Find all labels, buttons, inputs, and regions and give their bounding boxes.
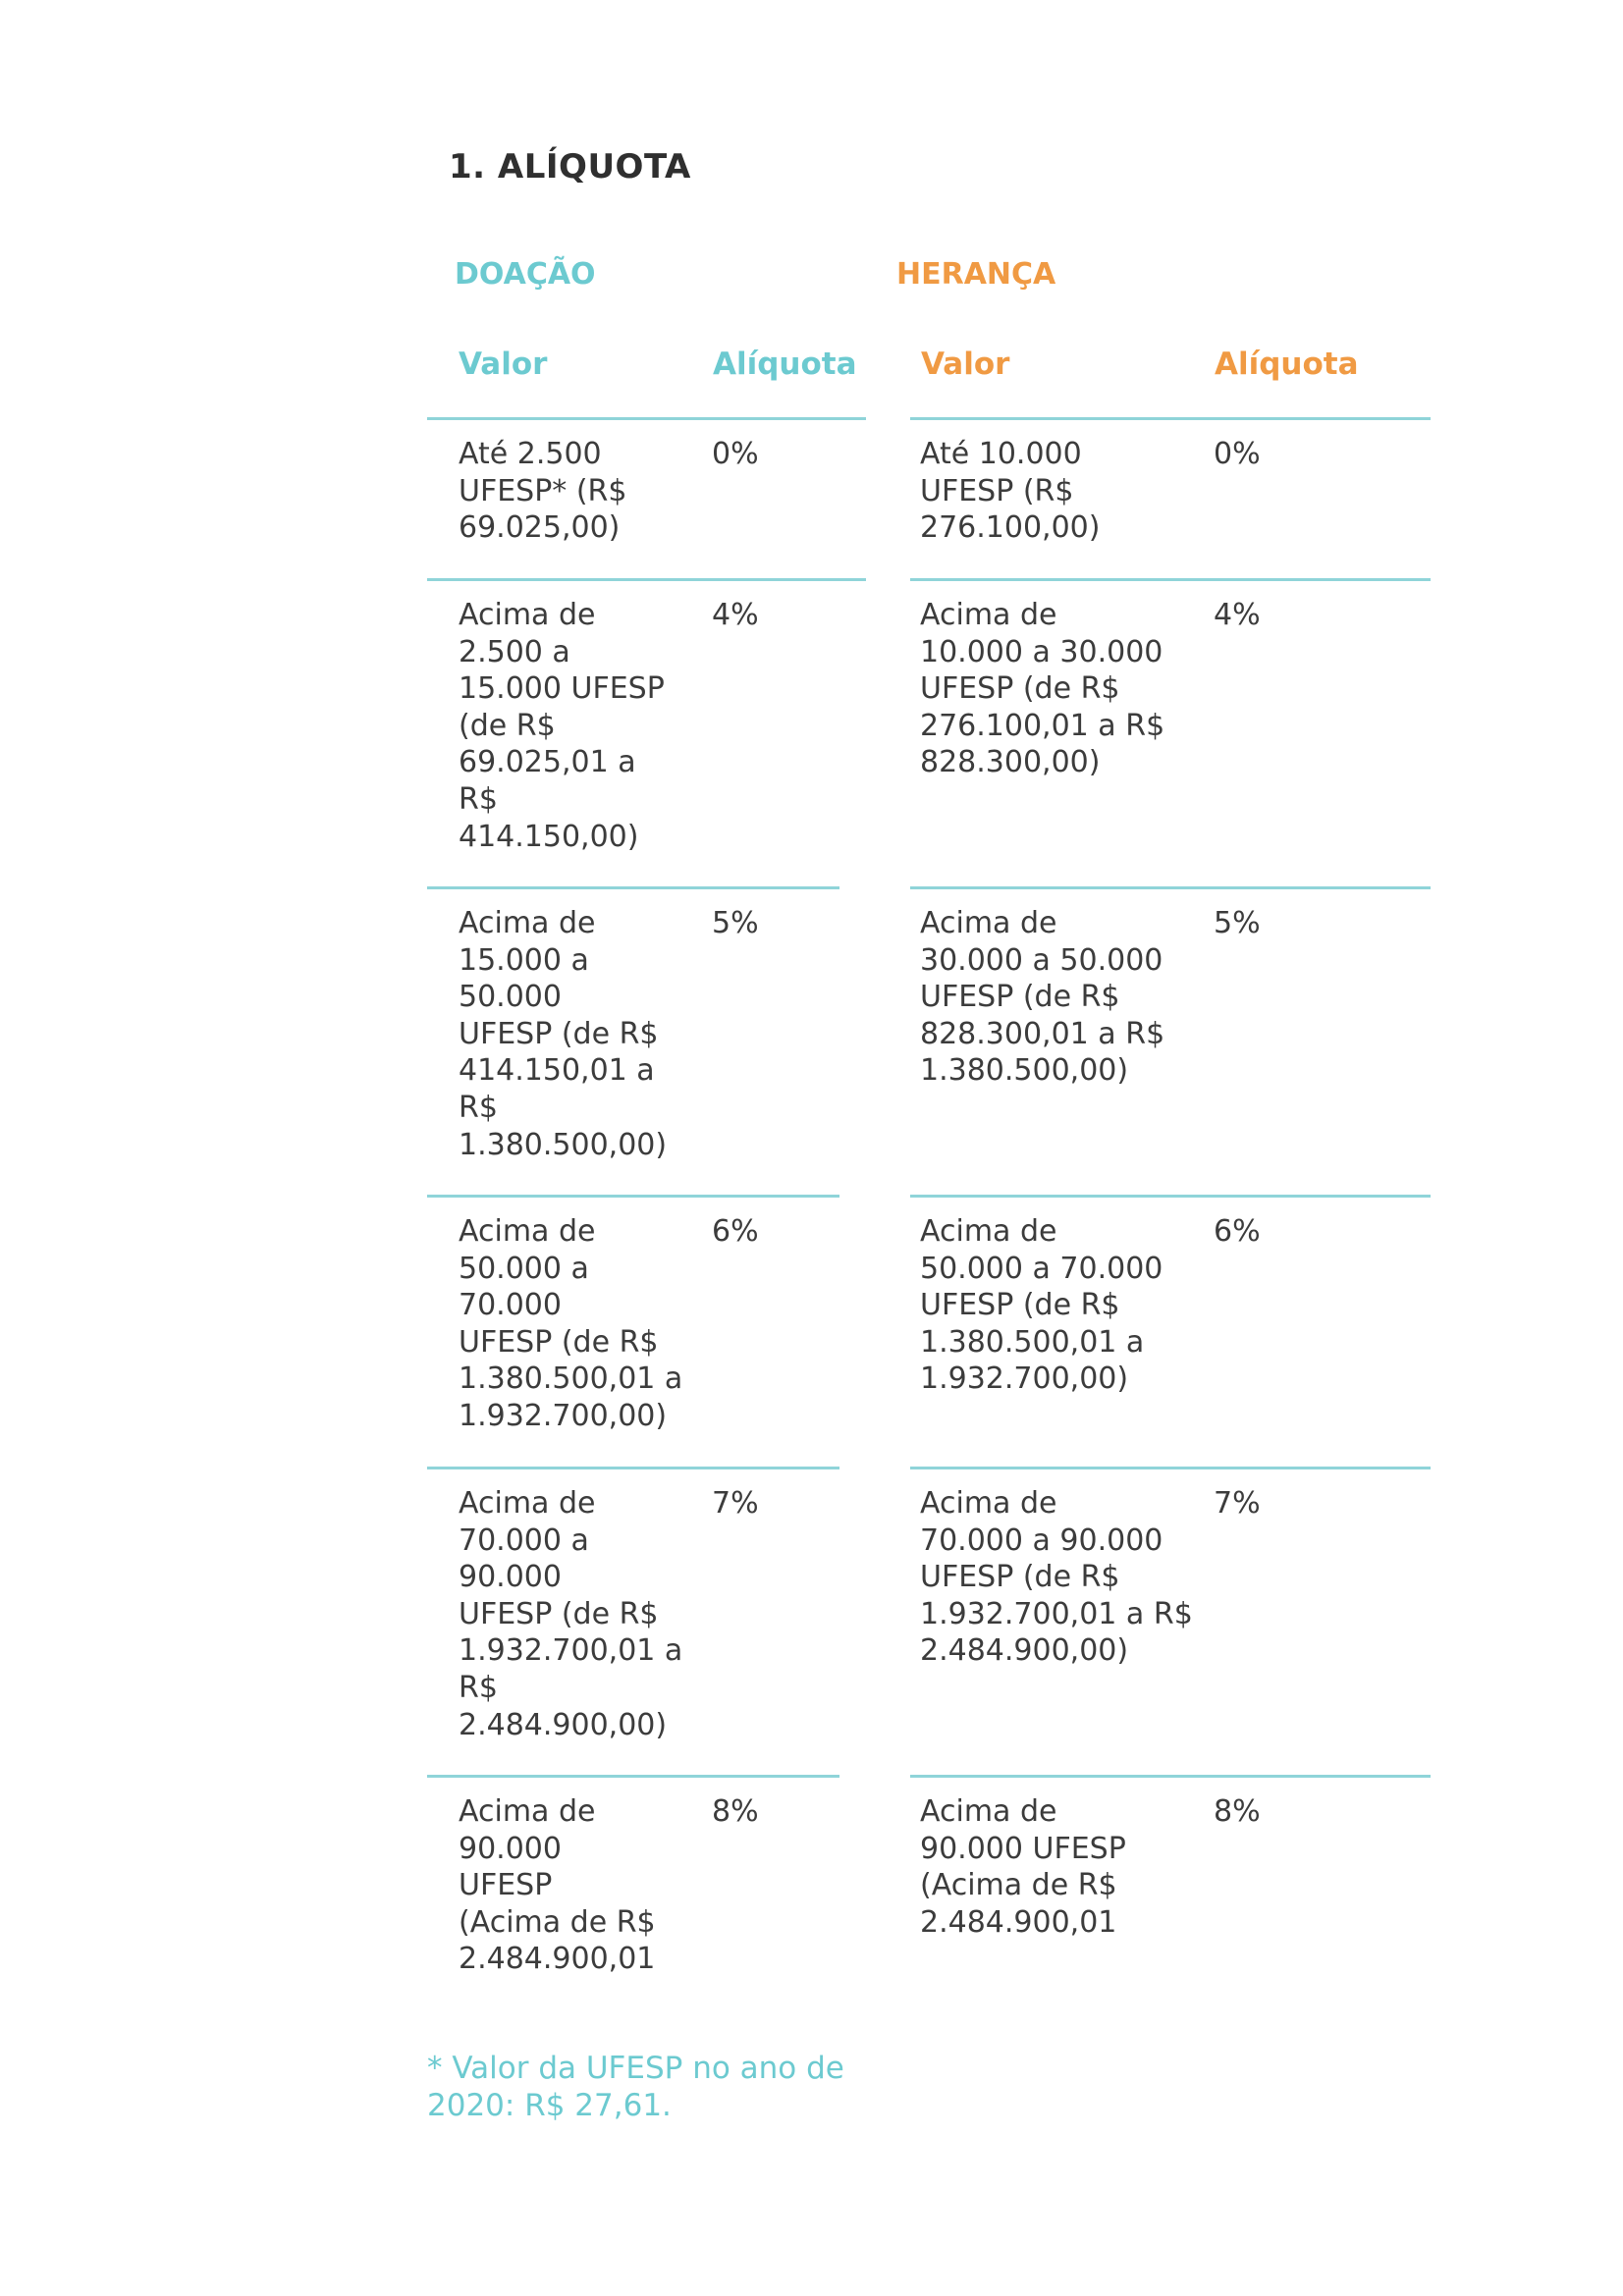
doacao-col-aliquota: Alíquota [713, 347, 857, 382]
section-heading: 1. ALÍQUOTA [449, 147, 691, 187]
doacao-title: DOAÇÃO [455, 257, 596, 292]
table-rule [427, 1195, 839, 1198]
aliquota-cell: 7% [1214, 1486, 1261, 1521]
table-rule [427, 417, 866, 420]
aliquota-cell: 5% [712, 906, 759, 940]
heranca-title: HERANÇA [896, 257, 1056, 292]
table-rule [427, 1467, 839, 1469]
aliquota-cell: 0% [712, 437, 759, 471]
aliquota-cell: 4% [712, 598, 759, 632]
aliquota-cell: 6% [712, 1214, 759, 1249]
aliquota-cell: 8% [1214, 1794, 1261, 1829]
aliquota-cell: 7% [712, 1486, 759, 1521]
table-rule [910, 1195, 1431, 1198]
aliquota-cell: 6% [1214, 1214, 1261, 1249]
valor-cell: Acima de 15.000 a 50.000 UFESP (de R$ 414.150,01 a R$ 1.380.500,00) [459, 906, 668, 1162]
table-rule [910, 417, 1431, 420]
valor-cell: Acima de 50.000 a 70.000 UFESP (de R$ 1.380.500,01 a 1.932.700,00) [920, 1214, 1163, 1397]
heranca-col-aliquota: Alíquota [1215, 347, 1359, 382]
valor-cell: Acima de 70.000 a 90.000 UFESP (de R$ 1.932.700,01 a R$ 2.484.900,00) [459, 1486, 683, 1742]
valor-cell: Acima de 90.000 UFESP (Acima de R$ 2.484.900,01 [920, 1794, 1126, 1940]
valor-cell: Acima de 30.000 a 50.000 UFESP (de R$ 828.300,01 a R$ 1.380.500,00) [920, 906, 1165, 1089]
doacao-col-valor: Valor [459, 347, 548, 382]
table-rule [910, 1467, 1431, 1469]
valor-cell: Acima de 10.000 a 30.000 UFESP (de R$ 276.100,01 a R$ 828.300,00) [920, 598, 1165, 780]
valor-cell: Até 10.000 UFESP (R$ 276.100,00) [920, 437, 1101, 546]
aliquota-cell: 5% [1214, 906, 1261, 940]
table-rule [910, 886, 1431, 889]
valor-cell: Acima de 2.500 a 15.000 UFESP (de R$ 69.025,01 a R$ 414.150,00) [459, 598, 665, 854]
valor-cell: Acima de 70.000 a 90.000 UFESP (de R$ 1.932.700,01 a R$ 2.484.900,00) [920, 1486, 1193, 1669]
footnote: * Valor da UFESP no ano de 2020: R$ 27,61. [427, 2051, 844, 2123]
heranca-col-valor: Valor [921, 347, 1010, 382]
valor-cell: Acima de 90.000 UFESP (Acima de R$ 2.484.900,01 [459, 1794, 656, 1977]
valor-cell: Até 2.500 UFESP* (R$ 69.025,00) [459, 437, 627, 546]
valor-cell: Acima de 50.000 a 70.000 UFESP (de R$ 1.380.500,01 a 1.932.700,00) [459, 1214, 683, 1433]
table-rule [427, 578, 866, 581]
table-rule [910, 578, 1431, 581]
table-rule [427, 886, 839, 889]
aliquota-cell: 0% [1214, 437, 1261, 471]
aliquota-cell: 8% [712, 1794, 759, 1829]
table-rule [427, 1775, 839, 1778]
table-rule [910, 1775, 1431, 1778]
aliquota-cell: 4% [1214, 598, 1261, 632]
